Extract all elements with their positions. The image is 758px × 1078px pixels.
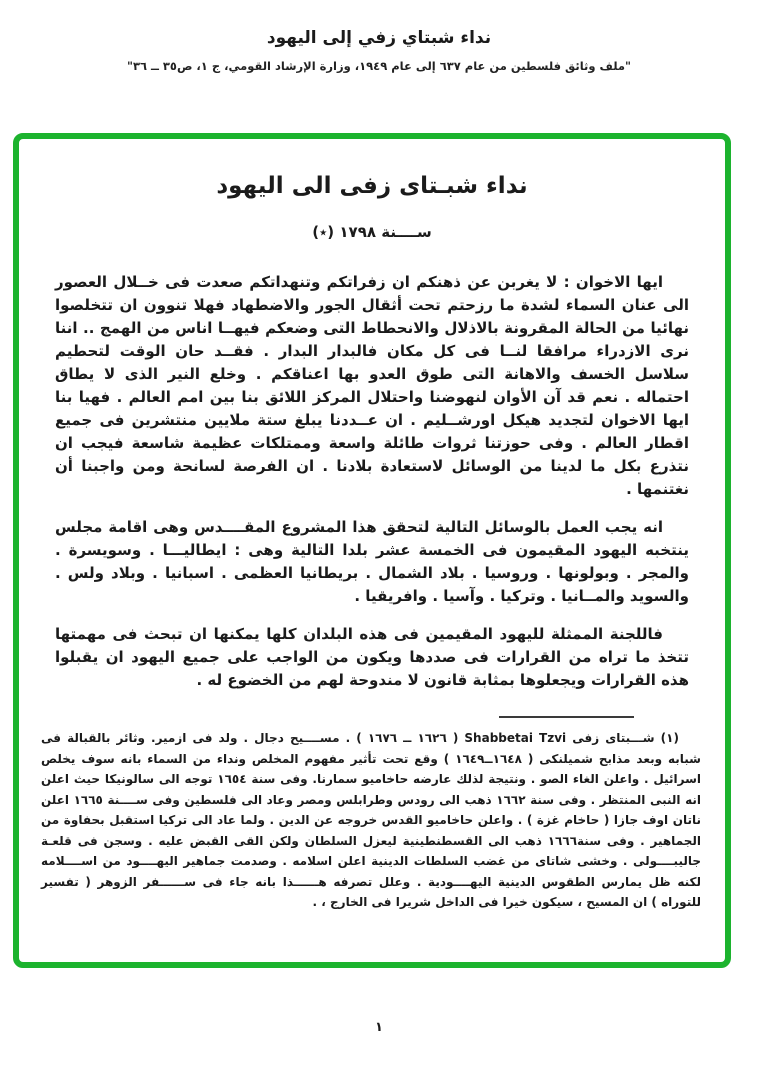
paragraph-3: فاللجنة الممثلة لليهود المقيمين فى هذه البلدان كلها يمكنها ان تبحث فى مهمتها تتخذ ما تراه من القرارات فى صددها ويكون من الواجب على جميع اليهود ان يقبلوا هذه القرارات ويجعلوها بمثابة قانون لا مندوحة لهم من الخضوع له . xyxy=(55,625,689,689)
footnote-separator xyxy=(499,716,634,718)
document-title: نداء شبـتاى زفى الى اليهود xyxy=(216,173,528,199)
document-frame xyxy=(13,133,731,968)
document-body xyxy=(55,271,689,692)
paragraph-1: ايها الاخوان : لا يغربن عن ذهنكم ان زفراتكم وتنهداتكم صعدت فى خــلال العصور الى عنان السماء لشدة ما رزحتم تحت أثقال الجور والاضطهاد فهلا تنوون ان تتخلصوا نهائيا من الحالة المقرونة بالاذلال والانحطاط التى وضعكم فيهــا اناس من الهمج .. اننا نرى الازدراء مرافقا لنــا فى كل مكان فالبدار البدار . فقــد حان الوقت لتحطيم سلاسل الخسف والاهانة التى طوق العدو بها اعناقكم . وخلع النير الذى لا يطاق احتماله . نعم قد آن الأوان لنهوضنا واحتلال المركز اللائق بنا بين امم العالم . فهيا بنا ايها الاخوان لتجديد هيكل اورشــليم . ان عــددنا يبلغ ستة ملايين منتشرين فى جميع اقطار العالم . وفى حوزتنا ثروات طائلة واسعة وممتلكات عظيمة شاسعة فيجب ان نتذرع بكل ما لدينا من الوسائل لاستعادة بلادنا . ان الفرصة لسانحة ومن واجبنا أن نغتنمها . xyxy=(55,273,689,498)
page-title: نداء شبتاي زفي إلى اليهود xyxy=(266,28,492,48)
page-number: ١ xyxy=(375,1020,383,1035)
document-date-line: ســــنة ١٧٩٨ (٭) xyxy=(312,223,432,241)
paragraph-2: انه يجب العمل بالوسائل التالية لتحقق هذا المشروع المقــــدس وهى اقامة مجلس ينتخبه اليهود المقيمون فى الخمسة عشر بلدا التالية وهى : ايطاليـــا . وسويسرة . والمجر . وبولونها . وروسيا . بلاد الشمال . بريطانيا العظمى . اسبانيا . وبلاد ولس . والسويد والمــانيا . وتركيا . وآسيا . وافريقيا . xyxy=(55,518,689,605)
page-header xyxy=(0,0,758,73)
source-citation: "ملف وثائق فلسطين من عام ٦٣٧ إلى عام ١٩٤٩، وزارة الإرشاد القومي، ج ١، ص٣٥ ــ ٣٦" xyxy=(126,59,632,73)
footnote-text: (١) شـــبتاى زفى Shabbetai Tzvi ( ١٦٢٦ ــ ١٦٧٦ ) . مســــيح دجال . ولد فى ازمير. وثائر بالقبالة فى شبابه وبعد مذابح شميلنكى ( ١٦٤٨ــ١٦٤٩ ) وقع تحت تأثير مفهوم المخلص ونداء من السماء بانه سوف يخلص اسرائيل . واعلن الغاء الصو . ونتيجة لذلك عارضه حاخاميو سمارنا. وفى سنة ١٦٥٤ توجه الى سالونيكا حيث اعلن انه النبى المنتظر . وفى سنة ١٦٦٢ ذهب الى رودس وطرابلس ومصر وعاد الى فلسطين وفى ســــنة ١٦٦٥ اعلن ناتان اوف جازا ( حاخام غزة ) . واعلن حاخاميو القدس خروجه عن الدين . ولما عاد الى تركيا استقبل بحفاوة من الجماهير . وفى سنة١٦٦٦ ذهب الى القسطنطينية ليعزل السلطان ولكن القى القبض عليه . وسجن فى قلعـة جاليبــــولى . وخشى شاتاى من غضب السلطات الدينية اعلن اسلامه . وصدمت جماهير اليهــــود من اســــلامه لكنه ظل يمارس الطقوس الدينية اليهــــودية . وعلل تصرفه هــــــذا بانه جاء فى ســــــفر الزوهر ( تفسير للتوراه ) ان المسيح ، سيكون خيرا فى الداخل شريرا فى الخارج ، . xyxy=(41,731,702,909)
